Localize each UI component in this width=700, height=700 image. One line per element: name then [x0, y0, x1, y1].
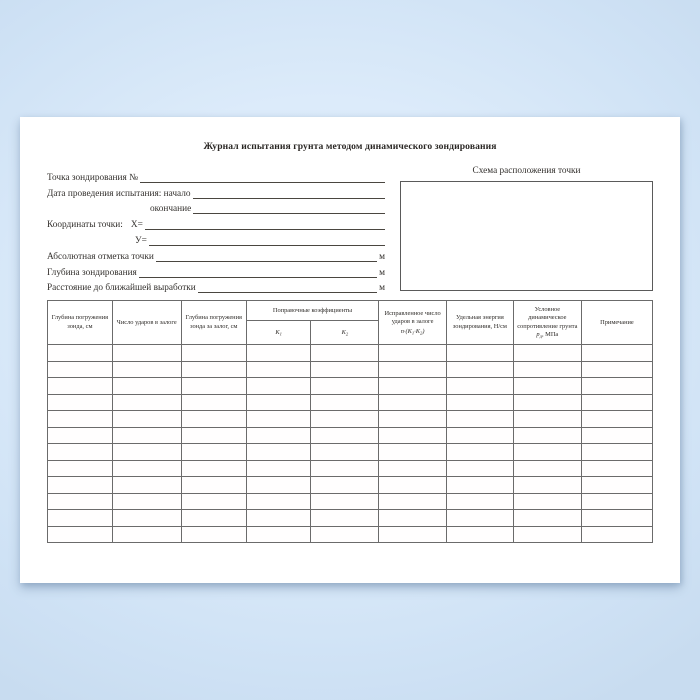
table-cell	[311, 394, 379, 411]
table-cell	[246, 493, 311, 510]
table-cell	[513, 427, 581, 444]
col-header-corrected-blows-text: Исправленное число ударов в залоге	[384, 309, 441, 326]
field-blank-line	[139, 277, 377, 278]
table-row	[48, 477, 653, 494]
table-cell	[246, 394, 311, 411]
field-label: Координаты точки:	[47, 220, 123, 231]
field-label: У=	[135, 235, 147, 246]
table-cell	[246, 460, 311, 477]
table-cell	[311, 427, 379, 444]
table-cell	[48, 411, 113, 428]
table-cell	[581, 394, 652, 411]
table-cell	[246, 444, 311, 461]
table-cell	[112, 493, 181, 510]
table-cell	[581, 411, 652, 428]
table-row	[48, 411, 653, 428]
table-cell	[581, 444, 652, 461]
table-cell	[446, 411, 513, 428]
table-cell	[112, 378, 181, 395]
table-cell	[379, 526, 447, 543]
field-unit-label: м	[379, 251, 385, 262]
table-row	[48, 510, 653, 527]
table-cell	[379, 510, 447, 527]
table-cell	[112, 526, 181, 543]
corrected-blows-formula: $n\cdot(K_1\cdot K_2)$	[400, 327, 425, 335]
table-cell	[246, 411, 311, 428]
table-cell	[246, 345, 311, 362]
field-label: Дата проведения испытания: начало	[47, 188, 191, 199]
table-cell	[379, 427, 447, 444]
field-row-coordinate-y	[47, 231, 385, 247]
table-cell	[379, 493, 447, 510]
table-cell	[513, 394, 581, 411]
table-cell	[181, 477, 246, 494]
table-cell	[513, 444, 581, 461]
field-label: Точка зондирования №	[47, 172, 138, 183]
table-cell	[311, 526, 379, 543]
table-cell	[446, 477, 513, 494]
table-cell	[446, 394, 513, 411]
col-header-dynamic-resistance: Условное динамическое сопротивление грунта $p_д$, МПа	[513, 301, 581, 345]
table-cell	[581, 378, 652, 395]
table-cell	[181, 345, 246, 362]
field-row-date-end	[47, 200, 385, 216]
table-cell	[246, 378, 311, 395]
table-cell	[181, 460, 246, 477]
table-cell	[311, 345, 379, 362]
table-cell	[48, 510, 113, 527]
table-cell	[446, 460, 513, 477]
field-blank-line	[198, 292, 377, 293]
table-body	[48, 345, 653, 543]
table-cell	[112, 460, 181, 477]
field-blank-line	[193, 198, 385, 199]
table-row	[48, 345, 653, 362]
table-cell	[379, 378, 447, 395]
table-cell	[48, 460, 113, 477]
table-cell	[513, 493, 581, 510]
table-cell	[311, 361, 379, 378]
schema-block	[400, 168, 653, 294]
table-cell	[446, 361, 513, 378]
table-cell	[513, 460, 581, 477]
table-cell	[379, 444, 447, 461]
table-cell	[446, 378, 513, 395]
table-cell	[379, 460, 447, 477]
table-cell	[581, 510, 652, 527]
schema-box	[400, 181, 653, 291]
table-cell	[112, 345, 181, 362]
table-cell	[513, 345, 581, 362]
schema-title: Схема расположения точки	[472, 166, 581, 176]
table-cell	[48, 394, 113, 411]
field-label: Абсолютная отметка точки	[47, 251, 154, 262]
table-row	[48, 378, 653, 395]
table-cell	[446, 510, 513, 527]
table-cell	[311, 460, 379, 477]
table-cell	[581, 493, 652, 510]
col-header-corrected-blows	[379, 301, 447, 345]
table-cell	[311, 444, 379, 461]
table-row	[48, 526, 653, 543]
field-row-distance-to-working	[47, 279, 385, 295]
col-header-k2: $K_2$	[311, 321, 379, 345]
table-cell	[379, 394, 447, 411]
table-cell	[112, 510, 181, 527]
table-cell	[48, 477, 113, 494]
table-row	[48, 427, 653, 444]
table-cell	[379, 411, 447, 428]
table-cell	[181, 361, 246, 378]
table-cell	[311, 378, 379, 395]
table-cell	[246, 361, 311, 378]
table-cell	[446, 427, 513, 444]
table-row	[48, 394, 653, 411]
table-cell	[513, 526, 581, 543]
table-cell	[311, 510, 379, 527]
col-header-notes: Примечание	[581, 301, 652, 345]
field-blank-line	[193, 213, 385, 214]
table-cell	[581, 477, 652, 494]
paper-sheet	[20, 117, 680, 583]
table-cell	[581, 427, 652, 444]
table-cell	[311, 411, 379, 428]
field-sublabel-x: Х=	[130, 220, 143, 231]
table-cell	[581, 361, 652, 378]
col-header-probe-depth: Глубина погружения зонда, см	[48, 301, 113, 345]
field-blank-line	[156, 261, 377, 262]
table-cell	[48, 526, 113, 543]
table-cell	[246, 526, 311, 543]
col-header-specific-energy: Удельная энергия зондирования, Н/см	[446, 301, 513, 345]
table-cell	[48, 493, 113, 510]
table-cell	[446, 345, 513, 362]
table-cell	[311, 493, 379, 510]
table-cell	[446, 526, 513, 543]
table-cell	[181, 444, 246, 461]
table-cell	[181, 510, 246, 527]
table-cell	[181, 394, 246, 411]
table-cell	[581, 345, 652, 362]
table-cell	[181, 427, 246, 444]
table-cell	[112, 361, 181, 378]
table-cell	[246, 427, 311, 444]
table-cell	[48, 427, 113, 444]
page-title: Журнал испытания грунта методом динамического зондирования	[203, 141, 497, 152]
field-label: окончание	[150, 204, 192, 215]
field-blank-line	[145, 229, 385, 230]
table-row	[48, 361, 653, 378]
table-cell	[246, 510, 311, 527]
col-header-blows-per-set: Число ударов в залоге	[112, 301, 181, 345]
table-cell	[48, 378, 113, 395]
table-cell	[379, 477, 447, 494]
table-cell	[181, 378, 246, 395]
table-cell	[48, 345, 113, 362]
table-cell	[112, 394, 181, 411]
table-cell	[181, 526, 246, 543]
field-row-point-number	[47, 168, 385, 184]
table-cell	[112, 427, 181, 444]
col-header-correction-coefficients-group: Поправочные коэффициенты	[246, 301, 378, 321]
table-cell	[112, 444, 181, 461]
field-label: Расстояние до ближайшей выработки	[47, 283, 196, 294]
field-row-date-start	[47, 184, 385, 200]
table-row	[48, 444, 653, 461]
table-cell	[513, 510, 581, 527]
table-cell	[513, 378, 581, 395]
table-cell	[379, 361, 447, 378]
table-cell	[446, 444, 513, 461]
table-cell	[246, 477, 311, 494]
table-cell	[446, 493, 513, 510]
field-unit-label: м	[379, 283, 385, 294]
field-label: Глубина зондирования	[47, 267, 137, 278]
table-cell	[112, 477, 181, 494]
field-row-absolute-mark	[47, 247, 385, 263]
field-blank-line	[140, 182, 385, 183]
top-section	[47, 168, 653, 294]
table-cell	[112, 411, 181, 428]
table-cell	[311, 477, 379, 494]
field-blank-line	[149, 245, 385, 246]
col-header-k1: $K_1$	[246, 321, 311, 345]
data-table	[47, 300, 653, 543]
field-unit-label: м	[379, 267, 385, 278]
fields-block	[47, 168, 385, 294]
table-cell	[581, 526, 652, 543]
table-cell	[513, 477, 581, 494]
table-cell	[513, 411, 581, 428]
table-cell	[581, 460, 652, 477]
table-row	[48, 460, 653, 477]
table-cell	[48, 361, 113, 378]
table-cell	[379, 345, 447, 362]
table-cell	[181, 411, 246, 428]
col-header-depth-per-set: Глубина погружения зонда за залог, см	[181, 301, 246, 345]
field-row-sounding-depth	[47, 263, 385, 279]
field-row-coordinate-x	[47, 215, 385, 231]
table-row	[48, 493, 653, 510]
table-cell	[181, 493, 246, 510]
table-cell	[513, 361, 581, 378]
table-cell	[48, 444, 113, 461]
